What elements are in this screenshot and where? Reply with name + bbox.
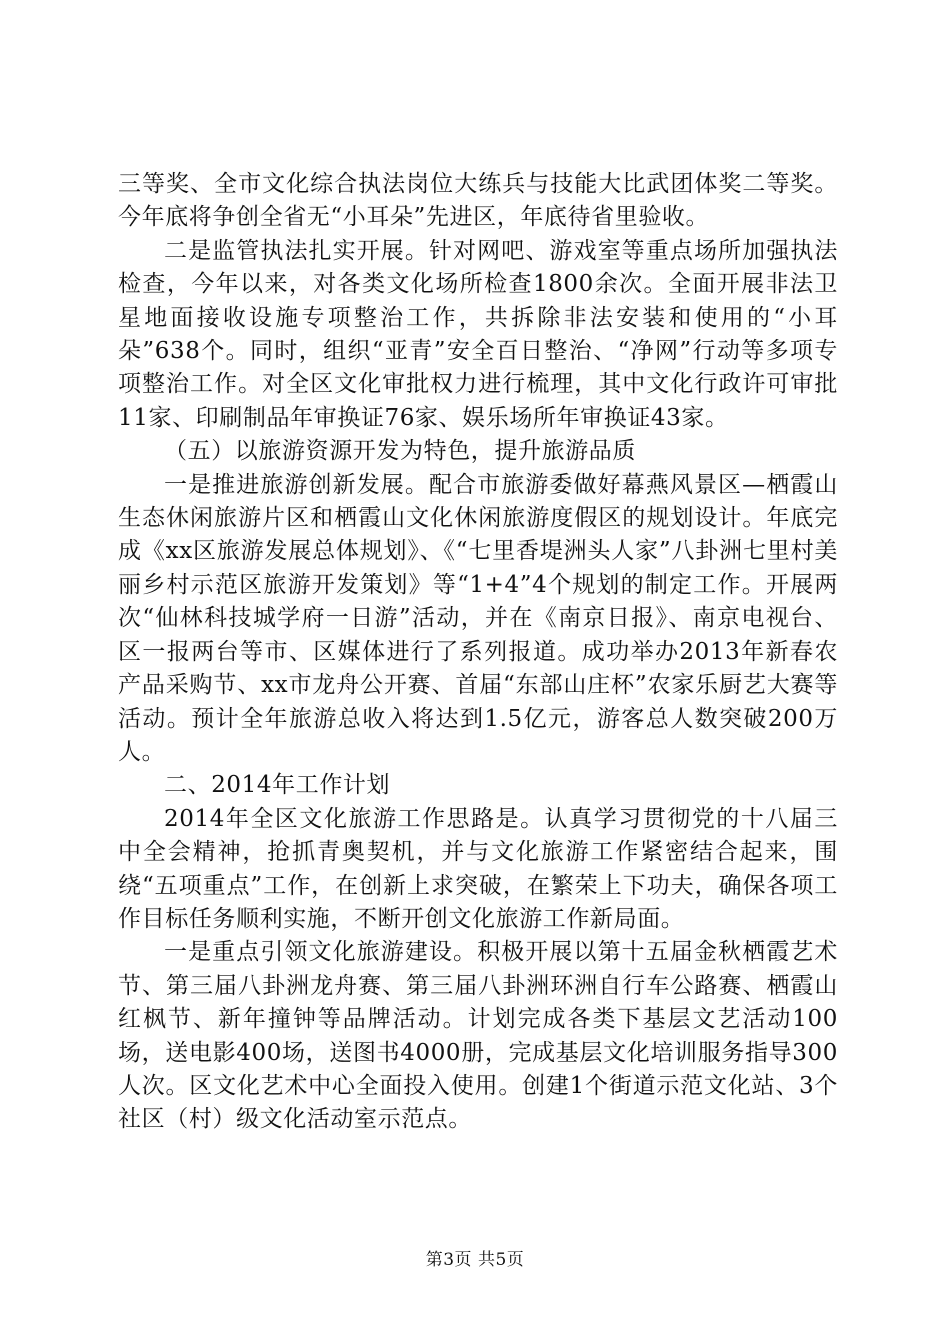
document-body (118, 168, 838, 1137)
paragraph-enforcement: 二是监管执法扎实开展。针对网吧、游戏室等重点场所加强执法检查，今年以来，对各类文化场所检查1800余次。全面开展非法卫星地面接收设施专项整治工作，共拆除非法安装和使用的“小耳朵”638个。同时，组织“亚青”安全百日整治、“净网”行动等多项专项整治工作。对全区文化审批权力进行梳理，其中文化行政许可审批11家、印刷制品年审换证76家、娱乐场所年审换证43家。 (118, 237, 838, 431)
paragraph-award-continuation: 三等奖、全市文化综合执法岗位大练兵与技能大比武团体奖二等奖。今年底将争创全省无“小耳朵”先进区，年底待省里验收。 (118, 171, 838, 231)
paragraph-culture-tourism-construction: 一是重点引领文化旅游建设。积极开展以第十五届金秋栖霞艺术节、第三届八卦洲龙舟赛、第三届八卦洲环洲自行车公路赛、栖霞山红枫节、新年撞钟等品牌活动。计划完成各类下基层文艺活动100场，送电影400场，送图书4000册，完成基层文化培训服务指导300人次。区文化艺术中心全面投入使用。创建1个街道示范文化站、3个社区（村）级文化活动室示范点。 (118, 939, 838, 1133)
section-heading-work-plan: 二、2014年工作计划 (164, 772, 391, 799)
paragraph-tourism-development: 一是推进旅游创新发展。配合市旅游委做好幕燕风景区—栖霞山生态休闲旅游片区和栖霞山文化休闲旅游度假区的规划设计。年底完成《xx区旅游发展总体规划》、《“七里香堤洲头人家”八卦洲七里村美丽乡村示范区旅游开发策划》等“1+4”4个规划的制定工作。开展两次“仙林科技城学府一日游”活动，并在《南京日报》、南京电视台、区一报两台等市、区媒体进行了系列报道。成功举办2013年新春农产品采购节、xx市龙舟公开赛、首届“东部山庄杯”农家乐厨艺大赛等活动。预计全年旅游总收入将达到1.5亿元，游客总人数突破200万人。 (118, 471, 838, 765)
paragraph-work-plan-intro: 2014年全区文化旅游工作思路是。认真学习贯彻党的十八届三中全会精神，抢抓青奥契机，并与文化旅游工作紧密结合起来，围绕“五项重点”工作，在创新上求突破，在繁荣上下功夫，确保各项工作目标任务顺利实施，不断开创文化旅游工作新局面。 (118, 805, 838, 932)
page-number-footer: 第3页 共5页 (425, 1250, 525, 1270)
section-heading-tourism: （五）以旅游资源开发为特色，提升旅游品质 (164, 438, 636, 465)
